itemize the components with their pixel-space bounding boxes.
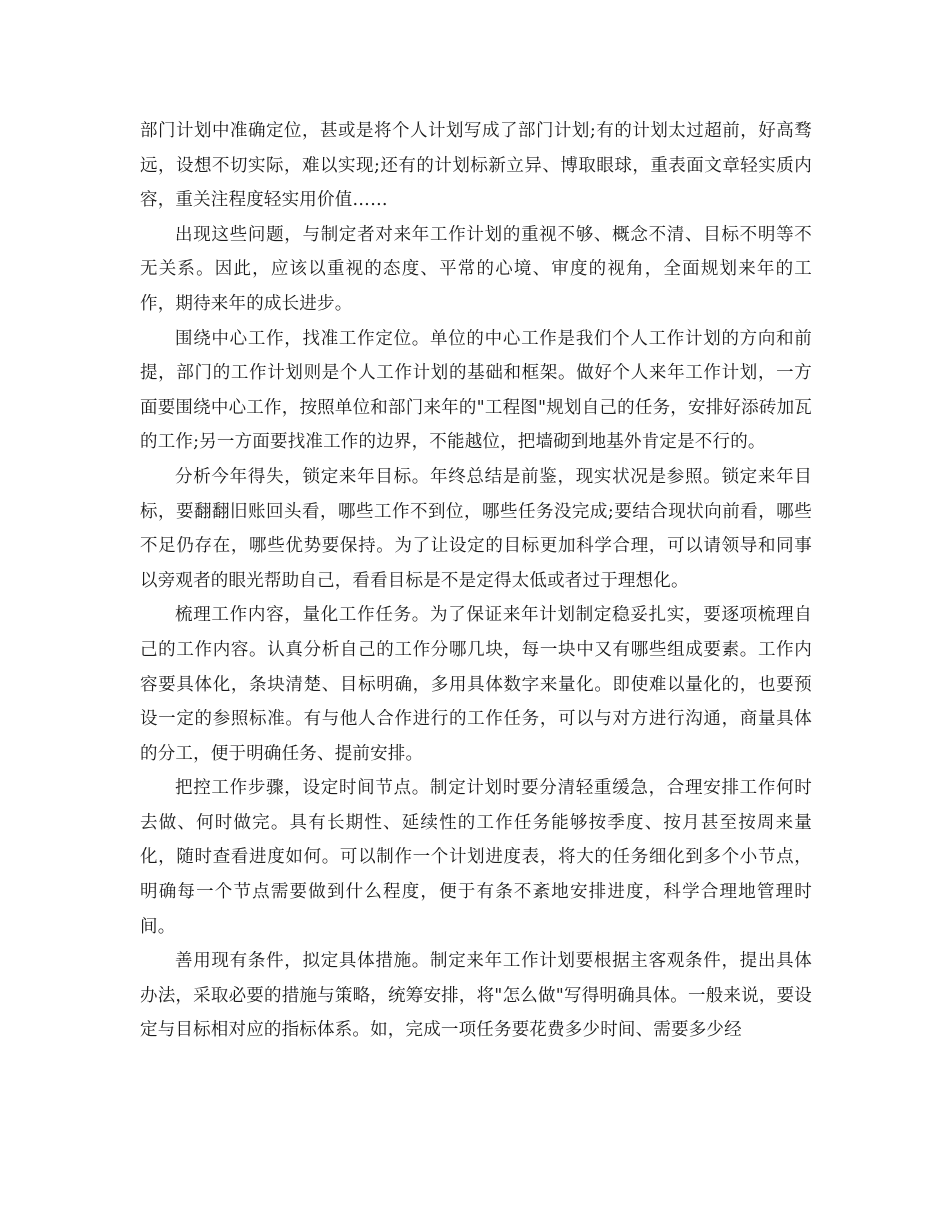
paragraph: 善用现有条件，拟定具体措施。制定来年工作计划要根据主客观条件，提出具体办法，采取必要的措施与策略，统筹安排，将"怎么做"写得明确具体。一般来说，要设定与目标相对应的指标体系。如，完成一项任务要花费多少时间、需要多少经 [140, 951, 812, 1041]
paragraph: 出现这些问题，与制定者对来年工作计划的重视不够、概念不清、目标不明等不无关系。因此，应该以重视的态度、平常的心境、审度的视角，全面规划来年的工作，期待来年的成长进步。 [140, 224, 812, 314]
paragraph: 围绕中心工作，找准工作定位。单位的中心工作是我们个人工作计划的方向和前提，部门的工作计划则是个人工作计划的基础和框架。做好个人来年工作计划，一方面要围绕中心工作，按照单位和部门来年的"工程图"规划自己的任务，安排好添砖加瓦的工作;另一方面要找准工作的边界，不能越位，把墙砌到地基外肯定是不行的。 [140, 328, 812, 453]
paragraph: 梳理工作内容，量化工作任务。为了保证来年计划制定稳妥扎实，要逐项梳理自己的工作内容。认真分析自己的工作分哪几块，每一块中又有哪些组成要素。工作内容要具体化，条块清楚、目标明确，多用具体数字来量化。即使难以量化的，也要预设一定的参照标准。有与他人合作进行的工作任务，可以与对方进行沟通，商量具体的分工，便于明确任务、提前安排。 [140, 605, 812, 764]
paragraph: 把控工作步骤，设定时间节点。制定计划时要分清轻重缓急，合理安排工作何时去做、何时做完。具有长期性、延续性的工作任务能够按季度、按月甚至按周来量化，随时查看进度如何。可以制作一个计划进度表，将大的任务细化到多个小节点，明确每一个节点需要做到什么程度，便于有条不紊地安排进度，科学合理地管理时间。 [140, 778, 812, 937]
paragraph-continued: 部门计划中准确定位，甚或是将个人计划写成了部门计划;有的计划太过超前，好高骛远，设想不切实际，难以实现;还有的计划标新立异、博取眼球，重表面文章轻实质内容，重关注程度轻实用价值…… [140, 121, 812, 211]
paragraph: 分析今年得失，锁定来年目标。年终总结是前鉴，现实状况是参照。锁定来年目标，要翻翻旧账回头看，哪些工作不到位，哪些任务没完成;要结合现状向前看，哪些不足仍存在，哪些优势要保持。为了让设定的目标更加科学合理，可以请领导和同事以旁观者的眼光帮助自己，看看目标是不是定得太低或者过于理想化。 [140, 466, 812, 591]
document-body [140, 114, 812, 1048]
